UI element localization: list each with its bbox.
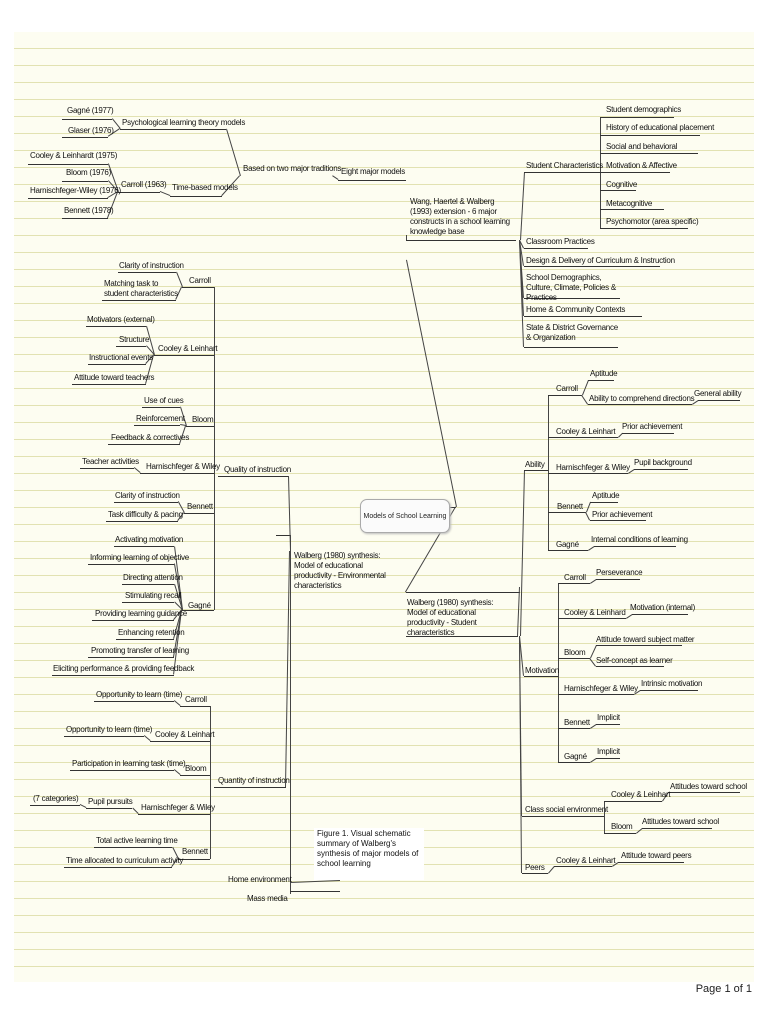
connector-line <box>548 437 618 438</box>
connector-line <box>604 801 662 802</box>
node-qt-pupil: Pupil pursuits <box>88 797 133 806</box>
node-q-cooley: Cooley & Leinhart <box>158 344 218 353</box>
node-q-bloom: Bloom <box>192 415 214 424</box>
node-glaser: Glaser (1976) <box>68 126 114 135</box>
connector-line <box>182 287 214 288</box>
connector-line <box>118 192 160 193</box>
node-qt-total: Total active learning time <box>96 836 178 845</box>
node-m-bennett: Bennett <box>564 718 590 727</box>
node-classroom: Classroom Practices <box>526 237 595 246</box>
node-q-g6: Enhancing retention <box>118 628 185 637</box>
connector-line <box>524 676 558 677</box>
page-number: Page 1 of 1 <box>695 983 752 995</box>
node-a-comprehend: Ability to comprehend directions <box>589 394 695 403</box>
node-m-intrinsic: Intrinsic motivation <box>641 679 703 688</box>
connector-line <box>80 468 134 469</box>
connector-line <box>524 172 600 173</box>
node-m-attitude: Attitude toward subject matter <box>596 635 695 644</box>
connector-line <box>588 404 692 405</box>
connector-line <box>116 639 174 640</box>
connector-line <box>600 209 664 210</box>
node-ce-cooley: Cooley & Leinhart <box>611 790 671 799</box>
connector-line <box>668 792 740 793</box>
connector-line <box>214 787 286 788</box>
node-sc-history: History of educational placement <box>606 123 715 132</box>
connector-line <box>28 164 108 165</box>
node-m-motiv: Motivation (internal) <box>630 603 695 612</box>
node-sc-social: Social and behavioral <box>606 142 678 151</box>
connector-line <box>600 117 674 118</box>
connector-line <box>64 867 172 868</box>
node-a-aptitude2: Aptitude <box>592 491 620 500</box>
connector-line <box>64 736 144 737</box>
connector-line <box>154 355 214 356</box>
connector-line <box>698 400 740 401</box>
connector-line <box>548 512 586 513</box>
node-q-clarity: Clarity of instruction <box>119 261 184 270</box>
node-a-aptitude: Aptitude <box>590 369 618 378</box>
node-q-g8: Eliciting performance & providing feedback <box>53 664 195 673</box>
node-q-g7: Promoting transfer of learning <box>91 646 189 655</box>
node-psych: Psychological learning theory models <box>122 118 246 127</box>
node-q-g3: Directing attention <box>123 573 183 582</box>
node-a-internal: Internal conditions of learning <box>591 535 688 544</box>
connector-line <box>120 129 226 130</box>
connector-line <box>634 469 688 470</box>
node-env: Walberg (1980) synthesis: Model of educational productivity - Environmental characteristics <box>294 551 386 590</box>
connector-line <box>618 862 684 863</box>
node-q-instr: Instructional events <box>89 353 153 362</box>
node-bloom1976: Bloom (1976) <box>66 168 112 177</box>
connector-line <box>86 808 132 809</box>
node-p-att: Attitude toward peers <box>621 851 692 860</box>
central-node: Models of School Learning <box>360 499 450 533</box>
connector-line <box>118 272 176 273</box>
node-a-bennett: Bennett <box>557 502 583 511</box>
connector-line <box>524 248 588 249</box>
connector-line <box>28 198 108 199</box>
connector-line <box>406 240 516 241</box>
connector-line <box>596 758 620 759</box>
node-a-prior: Prior achievement <box>622 422 683 431</box>
connector-line <box>600 190 636 191</box>
connector-line <box>524 316 642 317</box>
connector-line <box>590 520 646 521</box>
node-q-g5: Providing learning guidance <box>95 609 187 618</box>
node-quality: Quality of instruction <box>224 465 291 474</box>
connector-line <box>558 762 590 763</box>
connector-line <box>558 658 590 659</box>
node-qt-opp2: Opportunity to learn (time) <box>66 725 153 734</box>
connector-line <box>62 218 108 219</box>
connector-line <box>88 364 146 365</box>
connector-line <box>72 384 146 385</box>
connector-line <box>180 775 210 776</box>
node-bennett1978: Bennett (1978) <box>64 206 114 215</box>
node-qt-bennett: Bennett <box>182 847 208 856</box>
connector-line <box>596 579 640 580</box>
node-q-matching: Matching task to student characteristics <box>104 279 178 298</box>
connector-line <box>62 181 108 182</box>
connector-line <box>180 706 210 707</box>
connector-line <box>558 728 590 729</box>
connector-line <box>548 473 628 474</box>
connector-line <box>642 828 712 829</box>
node-a-pupil: Pupil background <box>634 458 692 467</box>
node-qt-7cat: (7 categories) <box>33 794 79 803</box>
node-q-harn: Harnischfeger & Wiley <box>146 462 220 471</box>
connector-line <box>94 847 172 848</box>
connector-line <box>600 228 688 229</box>
connector-line <box>134 425 180 426</box>
connector-line <box>114 546 174 547</box>
connector-line <box>338 180 406 181</box>
node-two-traditions: Based on two major traditions <box>243 164 342 173</box>
connector-line <box>622 433 674 434</box>
connector-line <box>558 583 590 584</box>
node-m-self: Self-concept as learner <box>596 656 673 665</box>
connector-line <box>88 657 174 658</box>
connector-line <box>524 470 548 471</box>
connector-line <box>30 805 80 806</box>
node-m-gagne: Gagné <box>564 752 587 761</box>
connector-line <box>210 706 211 859</box>
node-q-cues: Use of cues <box>144 396 184 405</box>
figure-caption: Figure 1. Visual schematic summary of Walberg's synthesis of major models of school learning <box>314 828 424 880</box>
node-ce-att2: Attitudes toward school <box>642 817 719 826</box>
node-sc-psycho: Psychomotor (area specific) <box>606 217 699 226</box>
node-home-env: Home environment <box>228 875 292 884</box>
connector-line <box>554 866 612 867</box>
connector-line <box>596 724 620 725</box>
node-a-gagne: Gagné <box>556 540 579 549</box>
node-m-cooley: Cooley & Leinhard <box>564 608 626 617</box>
node-q-gagne: Gagné <box>188 601 211 610</box>
node-p-cooley: Cooley & Leinhart <box>556 856 616 865</box>
connector-line <box>88 564 174 565</box>
connector-line <box>604 833 636 834</box>
connector-line <box>558 618 626 619</box>
node-qt-harn: Harnischfeger & Wiley <box>141 803 215 812</box>
node-q-g1: Activating motivation <box>115 535 184 544</box>
connector-line <box>596 666 664 667</box>
node-q-teacher: Teacher activities <box>82 457 139 466</box>
node-sc-meta: Metacognitive <box>606 199 653 208</box>
node-qt-alloc: Time allocated to curriculum activity <box>66 856 184 865</box>
node-a-general: General ability <box>694 389 742 398</box>
node-ability: Ability <box>525 460 545 469</box>
node-harnischfeger1976: Harnischfeger-Wiley (1976) <box>30 186 121 195</box>
connector-line <box>522 873 548 874</box>
node-q-task: Task difficulty & pacing <box>108 510 183 519</box>
node-qt-opp: Opportunity to learn (time) <box>96 690 183 699</box>
node-motivation: Motivation <box>525 666 559 675</box>
connector-line <box>114 502 178 503</box>
node-m-harn: Harnischfeger & Wiley <box>564 684 638 693</box>
connector-line <box>214 287 215 610</box>
node-state: State & District Governance & Organization <box>526 323 618 342</box>
connector-line <box>142 407 180 408</box>
node-q-structure: Structure <box>119 335 150 344</box>
connector-line <box>548 550 588 551</box>
connector-line <box>588 380 614 381</box>
node-a-carroll: Carroll <box>556 384 578 393</box>
connector-line <box>186 426 214 427</box>
connector-line <box>94 701 174 702</box>
node-m-persev: Perseverance <box>596 568 643 577</box>
connector-line <box>218 476 288 477</box>
node-ce-bloom: Bloom <box>611 822 633 831</box>
connector-line <box>594 546 676 547</box>
connector-line <box>406 592 520 593</box>
connector-line <box>86 326 146 327</box>
connector-line <box>184 513 214 514</box>
node-q-carroll: Carroll <box>189 276 211 285</box>
connector-line <box>548 395 582 396</box>
connector-line <box>632 614 688 615</box>
node-q-g2: Informing learning of objective <box>90 553 189 562</box>
node-sc-cognitive: Cognitive <box>606 180 638 189</box>
node-m-bloom: Bloom <box>564 648 586 657</box>
node-q-feedback: Feedback & correctives <box>111 433 190 442</box>
node-qt-cooley: Cooley & Leinhart <box>155 730 215 739</box>
connector-line <box>522 816 604 817</box>
node-qt-carroll: Carroll <box>185 695 207 704</box>
connector-line <box>122 584 174 585</box>
node-q-clarity2: Clarity of instruction <box>115 491 180 500</box>
connector-line <box>138 814 210 815</box>
connector-line <box>150 741 210 742</box>
connector-line <box>92 620 174 621</box>
connector-line <box>290 535 291 894</box>
connector-line <box>140 473 214 474</box>
connector-line <box>600 172 670 173</box>
node-student: Walberg (1980) synthesis: Model of educational productivity - Student characteristics <box>407 598 494 637</box>
node-peers: Peers <box>525 863 545 872</box>
node-a-harn: Harnischfeger & Wiley <box>556 463 630 472</box>
connector-line <box>106 521 178 522</box>
connector-line <box>600 135 700 136</box>
node-ce-att: Attitudes toward school <box>670 782 747 791</box>
connector-line <box>70 770 174 771</box>
node-home-comm: Home & Community Contexts <box>526 305 626 314</box>
node-mass-media: Mass media <box>247 894 288 903</box>
node-qt-part: Participation in learning task (time) <box>72 759 186 768</box>
connector-line <box>102 300 176 301</box>
connector-line <box>62 137 108 138</box>
connector-line <box>108 444 180 445</box>
node-class-env: Class social environment <box>525 805 608 814</box>
node-carroll1963: Carroll (1963) <box>121 180 167 189</box>
node-m-carroll: Carroll <box>564 573 586 582</box>
node-quantity: Quantity of instruction <box>218 776 290 785</box>
node-qt-bloom: Bloom <box>185 764 207 773</box>
node-time-based: Time-based models <box>172 183 238 192</box>
node-m-implicit2: Implicit <box>597 747 620 756</box>
node-gagne1977: Gagné (1977) <box>67 106 114 115</box>
connector-line <box>170 196 222 197</box>
node-a-prior2: Prior achievement <box>592 510 653 519</box>
node-sc-demo: Student demographics <box>606 105 682 114</box>
connector-line <box>558 694 634 695</box>
node-q-bennett: Bennett <box>187 502 213 511</box>
node-sc-motivation: Motivation & Affective <box>606 161 677 170</box>
connector-line <box>290 891 340 892</box>
node-school-demo: School Demographics, Culture, Climate, Policies & Practices <box>526 273 616 302</box>
connector-line <box>640 690 698 691</box>
node-q-g4: Stimulating recall <box>125 591 182 600</box>
node-q-reinf: Reinforcement <box>136 414 185 423</box>
connector-line <box>52 675 174 676</box>
node-design: Design & Delivery of Curriculum & Instruction <box>526 256 675 265</box>
connector-line <box>524 266 660 267</box>
node-q-motivators: Motivators (external) <box>87 315 155 324</box>
connector-line <box>122 602 174 603</box>
node-eight: Eight major models <box>341 167 405 176</box>
node-student-chars: Student Characteristics <box>526 161 603 170</box>
connector-line <box>524 347 618 348</box>
node-cooley1975: Cooley & Leinhardt (1975) <box>30 151 118 160</box>
node-wang: Wang, Haertel & Walberg (1993) extension - 6 major constructs in a school learning knowledge base <box>410 197 510 236</box>
node-m-implicit1: Implicit <box>597 713 620 722</box>
connector-line <box>600 153 698 154</box>
node-a-cooley: Cooley & Leinhart <box>556 427 616 436</box>
node-q-attitude: Attitude toward teachers <box>74 373 155 382</box>
connector-line <box>116 346 146 347</box>
connector-line <box>590 502 618 503</box>
connector-line <box>596 645 682 646</box>
connector-line <box>62 119 112 120</box>
